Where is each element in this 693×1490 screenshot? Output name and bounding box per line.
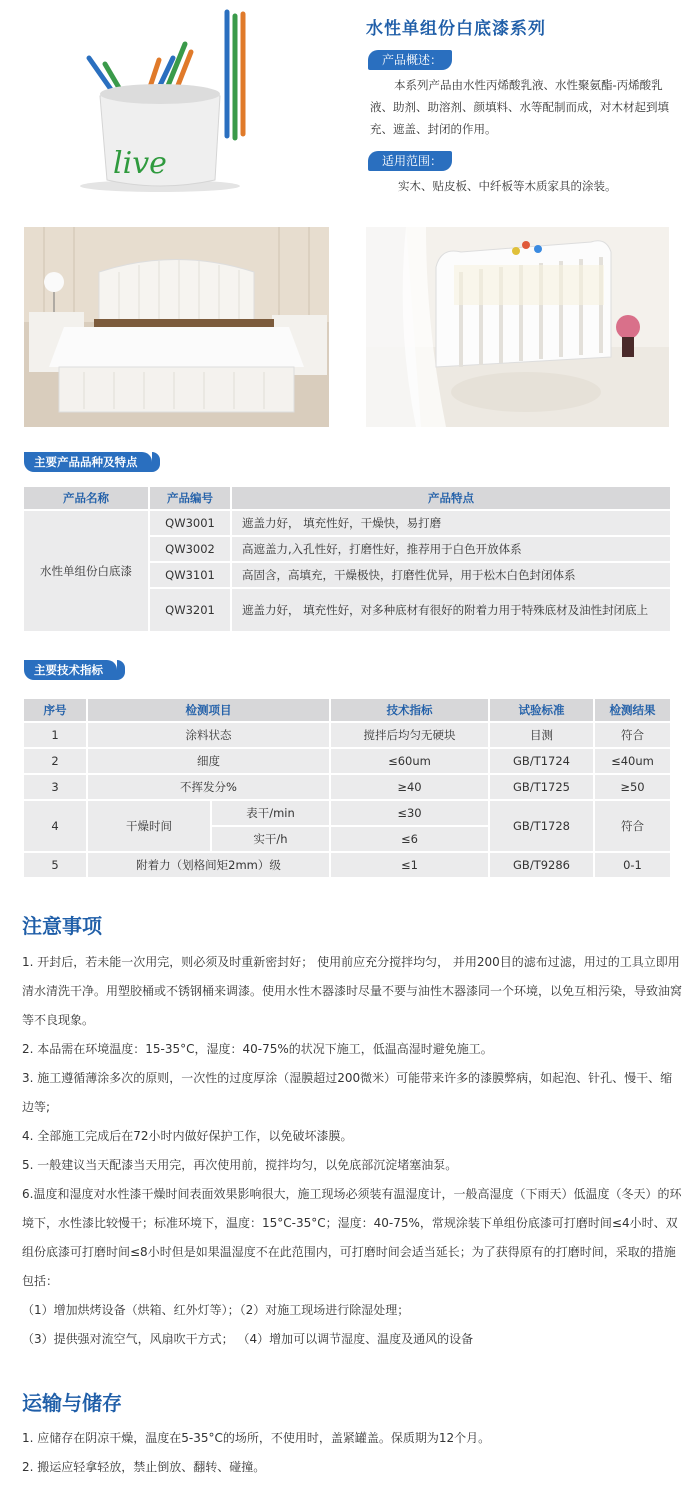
spec-no-cell: 4 (24, 801, 86, 851)
transport-heading: 运输与储存 (22, 1391, 122, 1415)
transport-item: 1. 应储存在阴凉干燥，温度在5-35°C的场所，不使用时，盖紧罐盖。保质期为12个月。 (22, 1431, 491, 1445)
specs-table (22, 697, 672, 879)
spec-subitem-cell: 表干/min (212, 801, 329, 825)
notes-item: （1）增加烘烤设备（烘箱、红外灯等）；（2）对施工现场进行除湿处理； (22, 1303, 410, 1317)
spec-result-cell: ≥50 (595, 775, 670, 799)
scope-label: 适用范围： (368, 151, 452, 171)
spec-value-cell: ≥40 (331, 775, 488, 799)
table-row (24, 749, 670, 773)
spec-value-cell: ≤1 (331, 853, 488, 877)
table-row (24, 775, 670, 799)
table-row (24, 723, 670, 747)
spec-standard-cell: 目测 (490, 723, 593, 747)
spec-no-cell: 3 (24, 775, 86, 799)
spec-no-cell: 1 (24, 723, 86, 747)
spec-result-cell: 符合 (595, 801, 670, 851)
notes-item: 2. 本品需在环境温度：15-35°C，湿度：40-75%的状况下施工，低温高湿时避免施工。 (22, 1042, 493, 1056)
column-header: 检测项目 (88, 699, 329, 721)
spec-item-cell: 细度 (88, 749, 329, 773)
notes-list (22, 948, 682, 1354)
spec-standard-cell: GB/T1725 (490, 775, 593, 799)
logo-text: live (113, 146, 167, 181)
notes-item: （3）提供强对流空气，风扇吹干方式； （4）增加可以调节湿度、温度及通风的设备 (22, 1332, 474, 1346)
product-feature-cell: 遮盖力好， 填充性好，对多种底材有很好的附着力用于特殊底材及油性封闭底上 (232, 589, 670, 631)
column-header: 产品编号 (150, 487, 230, 509)
product-code-cell: QW3002 (150, 537, 230, 561)
specs-section-label: 主要技术指标 (24, 660, 117, 680)
spec-result-cell: ≤40um (595, 749, 670, 773)
product-feature-cell: 高固含，高填充，干燥极快，打磨性优异，用于松木白色封闭体系 (232, 563, 670, 587)
products-section-label: 主要产品品种及特点 (24, 452, 152, 472)
product-feature-cell: 高遮盖力,入孔性好，打磨性好，推荐用于白色开放体系 (232, 537, 670, 561)
transport-list (22, 1424, 682, 1482)
overview-label: 产品概述： (368, 50, 452, 70)
product-name-cell: 水性单组份白底漆 (24, 511, 148, 631)
spec-value-cell: ≤60um (331, 749, 488, 773)
spec-value-cell: ≤6 (331, 827, 488, 851)
spec-no-cell: 2 (24, 749, 86, 773)
spec-item-cell: 附着力（划格间矩2mm）级 (88, 853, 329, 877)
table-header-row (24, 487, 670, 509)
pencil-cup-illustration (55, 8, 305, 198)
spec-value-cell: ≤30 (331, 801, 488, 825)
table-header-row (24, 699, 670, 721)
notes-item: 1. 开封后，若未能一次用完，则必须及时重新密封好； 使用前应充分搅拌均匀， 并用200目的滤布过滤，用过的工具立即用清水清洗干净。用塑胶桶或不锈钢桶来调漆。使用水性木器漆时尽量不要与油性木器漆同一个环境，以免互相污染，导致油窝等不良现象。 (22, 955, 683, 1027)
spec-standard-cell: GB/T1728 (490, 801, 593, 851)
product-code-cell: QW3201 (150, 589, 230, 631)
product-code-cell: QW3001 (150, 511, 230, 535)
column-header: 检测结果 (595, 699, 670, 721)
product-code-cell: QW3101 (150, 563, 230, 587)
column-header: 产品特点 (232, 487, 670, 509)
product-feature-cell: 遮盖力好， 填充性好，干燥快，易打磨 (232, 511, 670, 535)
white-crib-photo (366, 227, 669, 427)
spec-standard-cell: GB/T1724 (490, 749, 593, 773)
products-table (22, 485, 672, 633)
overview-text: 本系列产品由水性丙烯酸乳液、水性聚氨酯-丙烯酸乳液、助剂、助溶剂、颜填料、水等配制而成，对木材起到填充、遮盖、封闭的作用。 (370, 78, 669, 136)
notes-item: 4. 全部施工完成后在72小时内做好保护工作，以免破坏漆膜。 (22, 1129, 353, 1143)
column-header: 技术指标 (331, 699, 488, 721)
notes-item: 6.温度和湿度对水性漆干燥时间表面效果影响很大，施工现场必须装有温湿度计，一般高湿度（下雨天）低温度（冬天）的环境下，水性漆比较慢干；标准环境下，温度：15°C-35°C；湿度：40-75%，常规涂装下单组份底漆可打磨时间≤4小时、双组份底漆可打磨时间≤8小时但是如果温湿度不在此范围内，可打磨时间会适当延长；为了获得原有的打磨时间，采取的措施包括： (22, 1187, 682, 1288)
white-bed-photo (24, 227, 329, 427)
spec-result-cell: 符合 (595, 723, 670, 747)
notes-item: 3. 施工遵循薄涂多次的原则，一次性的过度厚涂（湿膜超过200微米）可能带来许多的漆膜弊病，如起泡、针孔、慢干、缩边等; (22, 1071, 673, 1114)
notes-item: 5. 一般建议当天配漆当天用完，再次使用前，搅拌均匀，以免底部沉淀堵塞油泵。 (22, 1158, 458, 1172)
spec-no-cell: 5 (24, 853, 86, 877)
table-row (24, 853, 670, 877)
spec-item-cell: 干燥时间 (88, 801, 210, 851)
spec-standard-cell: GB/T9286 (490, 853, 593, 877)
spec-value-cell: 搅拌后均匀无硬块 (331, 723, 488, 747)
spec-item-cell: 涂料状态 (88, 723, 329, 747)
column-header: 产品名称 (24, 487, 148, 509)
column-header: 试验标准 (490, 699, 593, 721)
spec-item-cell: 不挥发分% (88, 775, 329, 799)
table-row (24, 511, 670, 535)
scope-text: 实木、贴皮板、中纤板等木质家具的涂装。 (398, 179, 617, 193)
spec-result-cell: 0-1 (595, 853, 670, 877)
transport-item: 2. 搬运应轻拿轻放，禁止倒放、翻转、碰撞。 (22, 1460, 266, 1474)
table-row (24, 801, 670, 825)
spec-subitem-cell: 实干/h (212, 827, 329, 851)
page-title: 水性单组份白底漆系列 (366, 19, 546, 39)
column-header: 序号 (24, 699, 86, 721)
notes-heading: 注意事项 (22, 914, 102, 938)
